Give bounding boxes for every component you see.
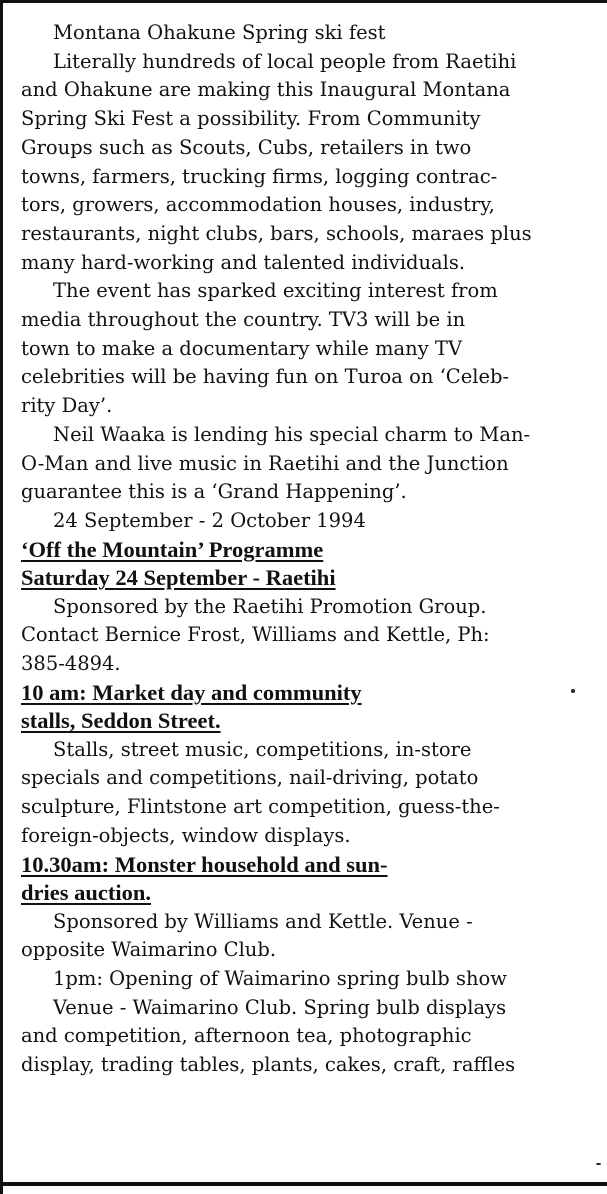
paragraph-line: town to make a documentary while many TV bbox=[21, 336, 463, 360]
paragraph-first-line: Sponsored by the Raetihi Promotion Group. bbox=[53, 594, 487, 618]
section-heading: ‘Off the Mountain’ Programme bbox=[21, 536, 324, 562]
paragraph-line: many hard-working and talented individuals. bbox=[21, 250, 466, 274]
paragraph-line: media throughout the country. TV3 will be in bbox=[21, 308, 466, 332]
paragraph-first-line: Sponsored by Williams and Kettle. Venue - bbox=[53, 909, 473, 933]
left-border-rule bbox=[0, 0, 3, 1194]
paragraph-line: Spring Ski Fest a possibility. From Community bbox=[21, 107, 481, 131]
top-right-border-rule bbox=[517, 0, 607, 3]
article-text bbox=[21, 19, 596, 1080]
paragraph-line: 385-4894. bbox=[21, 652, 121, 676]
section-heading: 10.30am: Monster household and sun- bbox=[21, 851, 388, 877]
paragraph-first-line: 24 September - 2 October 1994 bbox=[53, 508, 366, 532]
paragraph-line: Groups such as Scouts, Cubs, retailers in two bbox=[21, 135, 472, 159]
paragraph-first-line: 1pm: Opening of Waimarino spring bulb show bbox=[53, 966, 507, 990]
paragraph-line: O-Man and live music in Raetihi and the Junction bbox=[21, 451, 509, 475]
paragraph-first-line: The event has sparked exciting interest from bbox=[53, 279, 498, 303]
paragraph-line: specials and competitions, nail-driving, potato bbox=[21, 766, 479, 790]
section-heading: Saturday 24 September - Raetihi bbox=[21, 565, 336, 591]
paragraph-line: celebrities will be having fun on Turoa on ‘Celeb- bbox=[21, 365, 510, 389]
article-title: Montana Ohakune Spring ski fest bbox=[53, 21, 386, 44]
paragraph-first-line: Venue - Waimarino Club. Spring bulb displays bbox=[53, 995, 507, 1019]
scan-speck bbox=[596, 1163, 601, 1165]
paragraph-line: opposite Waimarino Club. bbox=[21, 938, 277, 962]
paragraph-line: Contact Bernice Frost, Williams and Kettle, Ph: bbox=[21, 623, 490, 647]
paragraph-first-line: Literally hundreds of local people from Raetihi bbox=[53, 49, 517, 73]
bottom-border-rule bbox=[0, 1182, 607, 1186]
paragraph-first-line: Neil Waaka is lending his special charm to Man- bbox=[53, 422, 531, 446]
paragraph-first-line: Stalls, street music, competitions, in-store bbox=[53, 737, 472, 761]
paragraph-line: tors, growers, accommodation houses, industry, bbox=[21, 193, 495, 217]
top-border-rule bbox=[0, 0, 607, 3]
paragraph-line: foreign-objects, window displays. bbox=[21, 823, 351, 847]
paragraph-line: rity Day’. bbox=[21, 394, 113, 418]
paragraph-line: restaurants, night clubs, bars, schools, maraes plus bbox=[21, 221, 532, 245]
paragraph-line: sculpture, Flintstone art competition, guess-the- bbox=[21, 795, 500, 819]
paragraph-line: towns, farmers, trucking firms, logging contrac- bbox=[21, 164, 498, 188]
paragraph-line: and competition, afternoon tea, photographic bbox=[21, 1024, 472, 1048]
paragraph-line: and Ohakune are making this Inaugural Montana bbox=[21, 78, 511, 102]
paragraph-line: guarantee this is a ‘Grand Happening’. bbox=[21, 480, 407, 504]
paragraph-line: display, trading tables, plants, cakes, craft, raffles bbox=[21, 1053, 516, 1077]
section-heading: dries auction. bbox=[21, 880, 152, 906]
section-heading: stalls, Seddon Street. bbox=[21, 708, 221, 734]
section-heading: 10 am: Market day and community bbox=[21, 679, 362, 705]
